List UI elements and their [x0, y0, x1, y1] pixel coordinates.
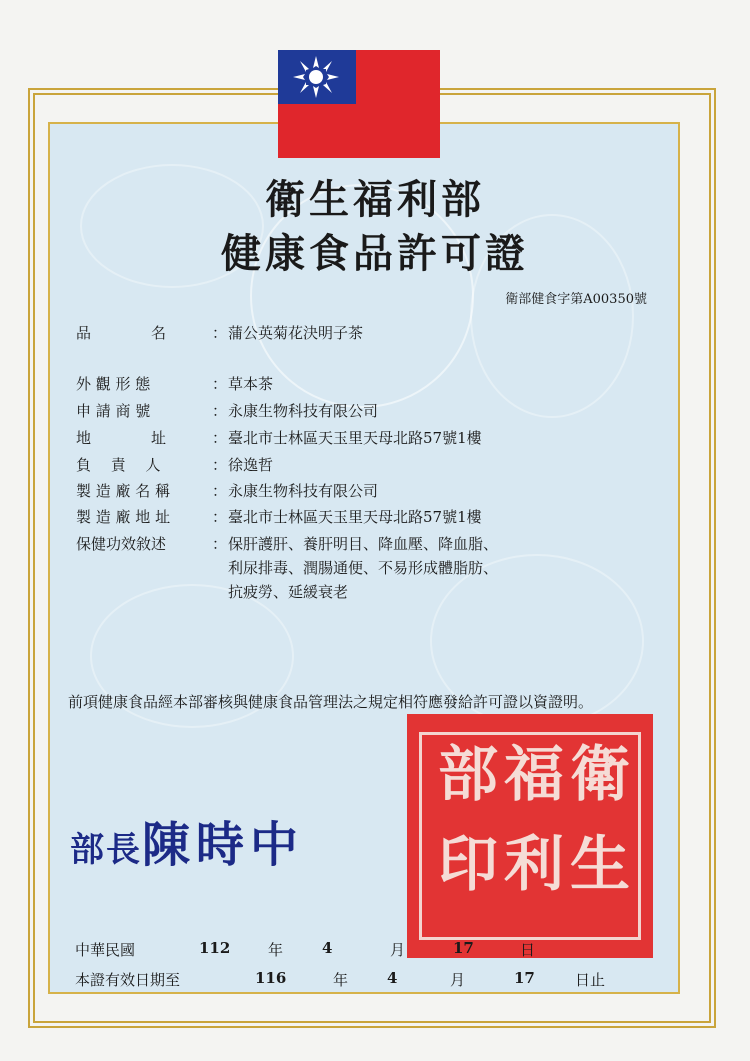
flag-canton — [278, 50, 356, 104]
field-label-manufacturer: 製 造 廠 名 稱 — [76, 482, 171, 500]
document-title: 健康食品許可證 — [221, 230, 529, 277]
field-label-product-name: 品 名 — [76, 324, 167, 342]
flag-of-roc — [278, 50, 440, 158]
field-colon: ： — [212, 508, 228, 526]
field-value-health-claims-line1: 保肝護肝、養肝明目、降血壓、降血脂、 — [228, 535, 499, 553]
field-value-applicant: 永康生物科技有限公司 — [228, 402, 379, 420]
issue-date-label: 中華民國 — [75, 941, 136, 959]
field-label-applicant: 申 請 商 號 — [76, 402, 151, 420]
field-value-manufacturer: 永康生物科技有限公司 — [228, 482, 379, 500]
field-colon: ： — [212, 402, 228, 420]
seal-char: 衛 — [570, 740, 630, 810]
field-colon: ： — [212, 456, 228, 474]
seal-char: 部 — [438, 740, 498, 810]
field-value-address: 臺北市士林區天玉里天母北路57號1樓 — [228, 429, 482, 447]
field-value-health-claims-line3: 抗疲勞、延緩衰老 — [228, 583, 349, 601]
official-seal — [407, 714, 653, 958]
issue-year: 112 — [199, 939, 231, 957]
field-label-responsible: 負 責 人 — [76, 456, 161, 474]
issue-day: 17 — [453, 939, 474, 957]
expiry-year: 116 — [255, 969, 287, 987]
seal-char: 福 — [504, 740, 564, 810]
minister-signature — [70, 806, 304, 875]
field-value-appearance: 草本茶 — [228, 375, 274, 393]
field-colon: ： — [212, 324, 228, 342]
agency-title: 衛生福利部 — [265, 176, 485, 223]
expiry-day: 17 — [514, 969, 535, 987]
field-value-product-name: 蒲公英菊花決明子茶 — [228, 324, 364, 342]
seal-char: 印 — [438, 830, 498, 900]
issue-month-unit: 月 — [390, 941, 406, 959]
field-colon: ： — [212, 429, 228, 447]
expiry-year-unit: 年 — [333, 971, 349, 989]
seal-char: 生 — [570, 830, 630, 900]
expiry-month: 4 — [387, 969, 398, 987]
field-colon: ： — [212, 482, 228, 500]
field-colon: ： — [212, 375, 228, 393]
field-label-appearance: 外 觀 形 態 — [76, 375, 151, 393]
approval-statement: 前項健康食品經本部審核與健康食品管理法之規定相符應發給許可證以資證明。 — [68, 693, 594, 711]
field-colon: ： — [212, 535, 228, 553]
field-value-health-claims-line2: 利尿排毒、潤腸通便、不易形成體脂肪、 — [228, 559, 499, 577]
expiry-day-unit: 日止 — [575, 971, 606, 989]
field-value-responsible: 徐逸哲 — [228, 456, 274, 474]
expiry-date-label: 本證有效日期至 — [75, 971, 181, 989]
seal-char: 利 — [504, 830, 564, 900]
issue-month: 4 — [322, 939, 333, 957]
expiry-month-unit: 月 — [450, 971, 466, 989]
issue-year-unit: 年 — [268, 941, 284, 959]
field-label-address: 地 址 — [76, 429, 167, 447]
field-label-health-claims: 保健功效敘述 — [76, 535, 167, 553]
field-value-factory-address: 臺北市士林區天玉里天母北路57號1樓 — [228, 508, 482, 526]
white-sun-icon — [293, 56, 339, 98]
field-label-factory-address: 製 造 廠 地 址 — [76, 508, 171, 526]
certificate-number: 衛部健食字第A00350號 — [505, 292, 647, 307]
minister-title: 部長 — [70, 830, 142, 870]
issue-day-unit: 日 — [520, 941, 536, 959]
seal-border — [419, 732, 641, 940]
minister-name: 陳時中 — [142, 817, 305, 873]
